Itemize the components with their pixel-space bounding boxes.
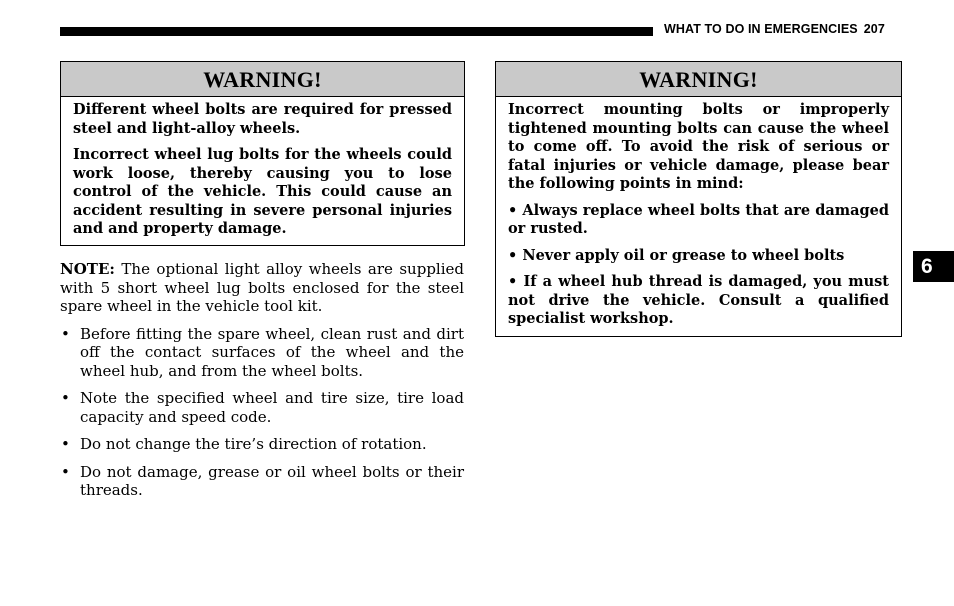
warning-box-left: [60, 61, 465, 246]
list-item-text: Before fitting the spare wheel, clean rust and dirt off the contact surfaces of the wheel and the wheel hub, and from the wheel bolts.: [80, 324, 464, 380]
list-item-text: Note the specified wheel and tire size, tire load capacity and speed code.: [80, 389, 464, 426]
note-paragraph: [60, 260, 464, 316]
warning-paragraph: • Always replace wheel bolts that are damaged or rusted.: [508, 201, 889, 237]
list-item-text: Do not change the tire’s direction of rotation.: [80, 435, 427, 453]
warning-paragraph: Different wheel bolts are required for pressed steel and light-alloy wheels.: [73, 101, 452, 137]
section-tab: 6: [913, 251, 954, 282]
section-title: WHAT TO DO IN EMERGENCIES: [664, 22, 858, 36]
bullet-icon: •: [61, 435, 70, 453]
note-label: NOTE:: [60, 260, 115, 278]
warning-paragraph: Incorrect wheel lug bolts for the wheels could work loose, thereby causing you to lose control of the vehicle. This could cause an accident resulting in severe personal injuries and and property damage.: [73, 146, 452, 237]
main-text-column: [60, 260, 464, 509]
bullet-list: [60, 325, 464, 500]
bullet-icon: •: [61, 462, 70, 481]
bullet-icon: •: [61, 324, 70, 343]
warning-box-right: [495, 61, 902, 337]
warning-title: WARNING!: [61, 62, 464, 97]
warning-title: WARNING!: [496, 62, 901, 97]
warning-paragraph: • Never apply oil or grease to wheel bolts: [508, 246, 845, 264]
warning-body: [61, 97, 464, 239]
warning-body: [496, 97, 901, 329]
list-item: [60, 389, 464, 426]
running-header: [664, 22, 885, 36]
list-item: [60, 325, 464, 381]
warning-paragraph: Incorrect mounting bolts or improperly tightened mounting bolts can cause the wheel to come off. To avoid the risk of serious or fatal injuries or vehicle damage, please bear the following points in mind:: [508, 101, 889, 192]
page-number: 207: [863, 22, 885, 36]
note-text: The optional light alloy wheels are supplied with 5 short wheel lug bolts enclosed for the steel spare wheel in the vehicle tool kit.: [60, 260, 464, 315]
list-item-text: Do not damage, grease or oil wheel bolts or their threads.: [80, 462, 464, 499]
bullet-icon: •: [61, 389, 70, 407]
header-rule: [60, 27, 653, 36]
list-item: [60, 463, 464, 500]
list-item: [60, 435, 464, 454]
warning-paragraph: • If a wheel hub thread is damaged, you must not drive the vehicle. Consult a qualified specialist workshop.: [508, 273, 889, 327]
